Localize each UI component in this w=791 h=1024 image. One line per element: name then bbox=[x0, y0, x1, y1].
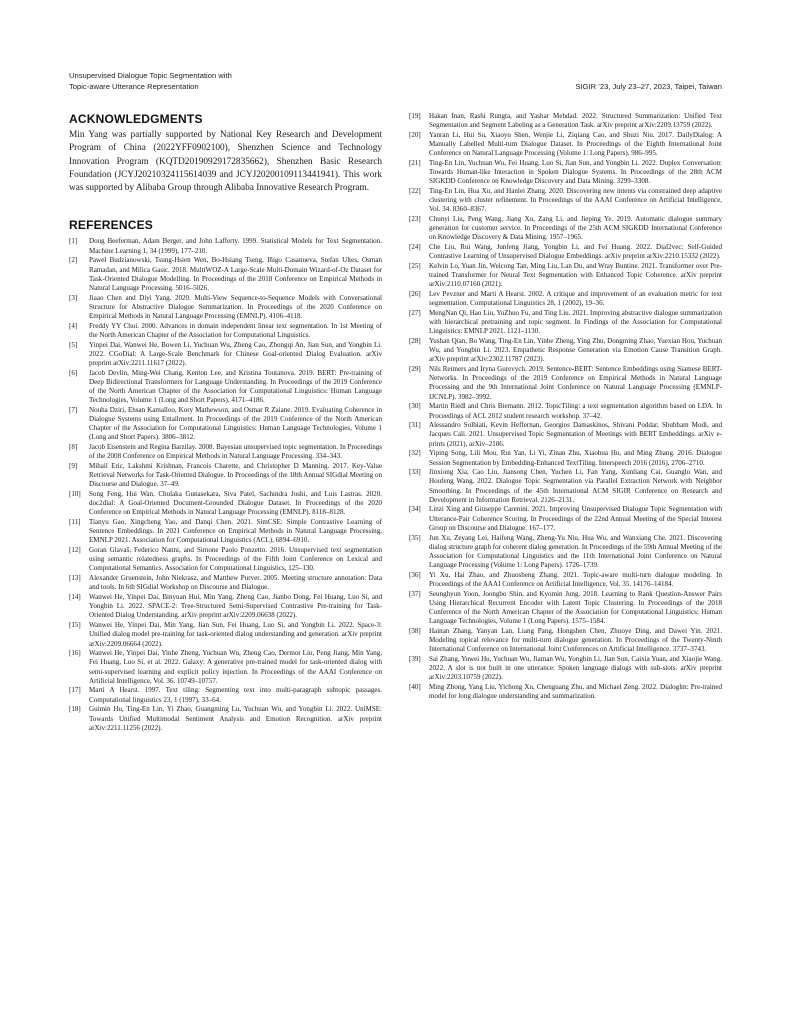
reference-number: [6] bbox=[69, 368, 78, 377]
reference-text: Hainan Zhang, Yanyan Lan, Liang Pang, Hongshen Chen, Zhuoye Ding, and Dawei Yin. 2021. Modeling topical relevance for multi-turn dialogue generation. In Proceedings of the Twenty-Ninth International Conference on International Joint Conferences on Artificial Intelligence. 3737–3743. bbox=[429, 626, 722, 654]
references-heading: REFERENCES bbox=[69, 218, 154, 233]
reference-number: [32] bbox=[409, 449, 421, 458]
reference-text: Kelvin Lo, Yuan Jin, Weicong Tan, Ming Liu, Lan Du, and Wray Buntine. 2021. Transformer over Pre-trained Transformer for Neural Text Segmentation with Enhanced Topic Coherence. arXiv preprint arXiv:2110.07160 (2021). bbox=[429, 262, 722, 289]
reference-text: Doug Beeferman, Adam Berger, and John Lafferty. 1999. Statistical Models for Text Segmentation. Machine Learning 1, 34 (1999), 177–210. bbox=[89, 237, 382, 255]
reference-text: Linzi Xing and Giuseppe Carenini. 2021. Improving Unsupervised Dialogue Topic Segmentation with Utterance-Pair Coherence Scoring. In Proceedings of the 22nd Annual Meeting of the Special Interest Group on Discourse and Dialogue. 167–177. bbox=[429, 505, 722, 532]
right-column bbox=[409, 112, 722, 702]
reference-item bbox=[409, 683, 722, 701]
reference-number: [29] bbox=[409, 365, 421, 374]
reference-number: [18] bbox=[69, 705, 81, 714]
reference-item bbox=[69, 686, 382, 704]
reference-number: [16] bbox=[69, 649, 81, 658]
reference-item bbox=[409, 112, 722, 130]
reference-number: [40] bbox=[409, 683, 421, 691]
reference-item bbox=[409, 215, 722, 242]
reference-number: [23] bbox=[409, 215, 421, 224]
reference-text: Ming Zhong, Yang Liu, Yichong Xu, Chenguang Zhu, and Michael Zeng. 2022. Dialoglm: Pre-trained model for long dialogue understanding and summarization. bbox=[429, 683, 722, 701]
reference-text: Ting-En Lin, Hua Xu, and Hanlei Zhang. 2020. Discovering new intents via constrained deep adaptive clustering with cluster refinement. In Proceedings of the AAAI Conference on Artificial Intelligence, Vol. 34. 8360–8367. bbox=[429, 187, 722, 214]
reference-item bbox=[409, 187, 722, 214]
reference-item bbox=[69, 341, 382, 368]
reference-text: Hakan Inan, Rashi Rungta, and Yashar Mehdad. 2022. Structured Summarization: Unified Text Segmentation and Segment Labeling as a Generation Task. arXiv preprint arXiv:2209.13759 (2022). bbox=[429, 112, 722, 130]
reference-list-left bbox=[69, 237, 382, 732]
reference-number: [19] bbox=[409, 112, 421, 120]
reference-number: [21] bbox=[409, 158, 421, 167]
reference-number: [24] bbox=[409, 243, 421, 252]
reference-number: [31] bbox=[409, 421, 421, 430]
reference-number: [34] bbox=[409, 505, 421, 514]
reference-number: [20] bbox=[409, 130, 421, 139]
reference-number: [36] bbox=[409, 570, 421, 579]
reference-item bbox=[409, 159, 722, 186]
reference-text: Ting-En Lin, Yuchuan Wu, Fei Huang, Luo Si, Jian Sun, and Yongbin Li. 2022. Duplex Conversation: Towards Human-like Interaction in Spoken Dialogue Systems. In Proceedings of the 28th ACM SIGKDD Conference on Knowledge Discovery and Data Mining. 3299–3308. bbox=[429, 158, 722, 186]
reference-item bbox=[409, 243, 722, 261]
reference-item bbox=[69, 490, 382, 517]
reference-number: [14] bbox=[69, 593, 81, 602]
reference-item bbox=[409, 627, 722, 654]
reference-text: Paweł Budzianowski, Tsung-Hsien Wen, Bo-Hsiang Tseng, Iñigo Casanueva, Stefan Ultes, Osman Ramadan, and Milica Gasic. 2018. MultiWOZ-A Large-Scale Multi-Domain Wizard-of-Oz Dataset for Task-Oriented Dialogue Modelling. In Proceedings of the 2018 Conference on Empirical Methods in Natural Language Processing. 5016–5026. bbox=[89, 256, 382, 292]
reference-text: Wanwei He, Yinpei Dai, Binyuan Hui, Min Yang, Zheng Cao, Jianbo Dong, Fei Huang, Luo Si, and Yongbin Li. 2022. SPACE-2: Tree-Structured Semi-Supervised Contrastive Pre-training for Task-Oriented Dialog Understanding. arXiv preprint arXiv:2209.06638 (2022). bbox=[89, 593, 382, 620]
reference-text: MengNan Qi, Hao Liu, YuZhuo Fu, and Ting Liu. 2021. Improving abstractive dialogue summarization with hierarchical pretraining and topic segment. In Findings of the Association for Computational Linguistics: EMNLP 2021. 1121–1130. bbox=[429, 309, 722, 336]
reference-number: [9] bbox=[69, 461, 78, 470]
reference-item bbox=[409, 131, 722, 158]
reference-item bbox=[69, 462, 382, 489]
reference-item bbox=[69, 322, 382, 340]
reference-number: [7] bbox=[69, 405, 78, 414]
reference-number: [4] bbox=[69, 321, 78, 330]
reference-item bbox=[409, 505, 722, 532]
reference-item bbox=[69, 649, 382, 686]
reference-item bbox=[69, 406, 382, 443]
reference-text: Lev Pevzner and Marti A Hearst. 2002. A critique and improvement of an evaluation metric for text segmentation. Computational Linguistics 28, 1 (2002), 19–36. bbox=[429, 290, 722, 308]
running-head-title-line2: Topic-aware Utterance Representation bbox=[69, 82, 199, 91]
reference-item bbox=[69, 518, 382, 545]
reference-text: Sai Zhang, Yuwei Hu, Yuchuan Wu, Jiaman Wu, Yongbin Li, Jian Sun, Caixia Yuan, and Xiaojie Wang. 2022. A slot is not built in one utterance: Spoken language dialogs with sub-slots. arXiv preprint arXiv:2203.10759 (2022). bbox=[429, 654, 722, 682]
reference-number: [30] bbox=[409, 402, 421, 411]
reference-item bbox=[69, 256, 382, 293]
reference-item bbox=[409, 421, 722, 448]
reference-number: [17] bbox=[69, 686, 81, 695]
reference-text: Jacob Devlin, Ming-Wei Chang, Kenton Lee, and Kristina Toutanova. 2019. BERT: Pre-training of Deep Bidirectional Transformers for Language Understanding. In Proceedings of the 2019 Conference of the North American Chapter of the Association for Computational Linguistics: Human Language Technologies, Volume 1 (Long and Short Papers). 4171–4186. bbox=[89, 368, 382, 405]
acknowledgments-heading: ACKNOWLEDGMENTS bbox=[69, 112, 203, 126]
reference-text: Alessandro Solbiati, Kevin Heffernan, Georgios Damaskinos, Shivani Poddar, Shubham Modi, and Jacques Cali. 2021. Unsupervised Topic Segmentation of Meetings with BERT Embeddings. arXiv e-prints (2021), arXiv–2106. bbox=[429, 421, 722, 448]
reference-number: [26] bbox=[409, 290, 421, 299]
reference-text: Song Feng, Hui Wan, Chulaka Gunasekara, Siva Patel, Sachindra Joshi, and Luis Lastras. 2020. doc2dial: A Goal-Oriented Document-Grounded Dialogue Dataset. In Proceedings of the 2020 Conference on Empirical Methods in Natural Language Processing (EMNLP). 8118–8128. bbox=[89, 490, 382, 517]
reference-text: Che Liu, Rui Wang, Junfeng Jiang, Yongbin Li, and Fei Huang. 2022. Dial2vec: Self-Guided Contrastive Learning of Unsupervised Dialogue Embeddings. arXiv preprint arXiv:2210.15332 (2022). bbox=[429, 243, 722, 261]
reference-list-right bbox=[409, 112, 722, 701]
reference-number: [38] bbox=[409, 626, 421, 635]
reference-text: Jiaao Chen and Diyi Yang. 2020. Multi-View Sequence-to-Sequence Models with Conversational Structure for Abstractive Dialogue Summarization. In Proceedings of the 2020 Conference on Empirical Methods in Natural Language Processing (EMNLP). 4106–4118. bbox=[89, 293, 382, 320]
reference-number: [28] bbox=[409, 337, 421, 346]
reference-number: [35] bbox=[409, 533, 421, 542]
reference-text: Guimin Hu, Ting-En Lin, Yi Zhao, Guangming Lu, Yuchuan Wu, and Yongbin Li. 2022. UniMSE: Towards Unified Multimodal Sentiment Analysis and Emotion Recognition. arXiv preprint arXiv:2211.11256 (2022). bbox=[89, 705, 382, 732]
reference-item bbox=[69, 705, 382, 732]
reference-number: [12] bbox=[69, 546, 81, 555]
running-head-venue: SIGIR ’23, July 23–27, 2023, Taipei, Taiwan bbox=[575, 82, 722, 91]
reference-text: Alexander Gruenstein, John Niekrasz, and Matthew Purver. 2005. Meeting structure annotation: Data and tools. In 6th SIGdial Workshop on Discourse and Dialogue. bbox=[89, 574, 382, 592]
reference-number: [13] bbox=[69, 574, 81, 583]
left-column bbox=[69, 112, 382, 733]
reference-item bbox=[409, 534, 722, 571]
reference-item bbox=[409, 337, 722, 364]
running-head-title-line1: Unsupervised Dialogue Topic Segmentation with bbox=[69, 71, 232, 80]
reference-text: Jacob Eisenstein and Regina Barzilay. 2008. Bayesian unsupervised topic segmentation. In Proceedings of the 2008 Conference on Empirical Methods in Natural Language Processing. 334–343. bbox=[89, 443, 382, 461]
reference-text: Jinxiong Xia, Cao Liu, Jiansong Chen, Yuchen Li, Fan Yang, Xunliang Cai, Guanglu Wan, and Houfeng Wang. 2022. Dialogue Topic Segmentation via Parallel Extraction Network with Neighbor Smoothing. In Proceedings of the 45th International ACM SIGIR Conference on Research and Development in Information Retrieval. 2126–2131. bbox=[429, 468, 722, 504]
reference-text: Marti A Hearst. 1997. Text tiling: Segmenting text into multi-paragraph subtopic passages. Computational linguistics 23, 1 (1997), 33–64. bbox=[89, 686, 382, 704]
reference-item bbox=[409, 309, 722, 336]
reference-text: Yiping Song, Lili Mou, Rui Yan, Li Yi, Zinan Zhu, Xiaohua Hu, and Ming Zhang. 2016. Dialogue Session Segmentation by Embedding-Enhanced TextTiling. Interspeech 2016 (2016), 2706–2710. bbox=[429, 449, 722, 467]
reference-text: Mihail Eric, Lakshmi Krishnan, Francois Charette, and Christopher D Manning. 2017. Key-Value Retrieval Networks for Task-Oriented Dialogue. In Proceedings of the 18th Annual SIGdial Meeting on Discourse and Dialogue. 37–49. bbox=[89, 461, 382, 489]
reference-number: [2] bbox=[69, 256, 78, 265]
reference-item bbox=[69, 237, 382, 255]
reference-number: [8] bbox=[69, 443, 78, 452]
reference-item bbox=[69, 574, 382, 592]
reference-text: Seunghyun Yoon, Joongbo Shin, and Kyomin Jung. 2018. Learning to Rank Question-Answer Pairs Using Hierarchical Recurrent Encoder with Latent Topic Clustering. In Proceedings of the 2018 Conference of the North American Chapter of the Association for Computational Linguistics: Human Language Technologies, Volume 1 (Long Papers). 1575–1584. bbox=[429, 589, 722, 626]
reference-item bbox=[409, 290, 722, 308]
reference-number: [27] bbox=[409, 309, 421, 318]
reference-text: Chunyi Liu, Peng Wang, Jiang Xu, Zang Li, and Jieping Ye. 2019. Automatic dialogue summary generation for customer service. In Proceedings of the 25th ACM SIGKDD International Conference on Knowledge Discovery & Data Mining. 1957–1965. bbox=[429, 215, 722, 242]
reference-text: Jun Xu, Zeyang Lei, Haifeng Wang, Zheng-Yu Niu, Hua Wu, and Wanxiang Che. 2021. Discovering dialog structure graph for coherent dialog generation. In Proceedings of the 59th Annual Meeting of the Association for Computational Linguistics and the 11th International Joint Conference on Natural Language Processing (Volume 1: Long Papers). 1726–1739. bbox=[429, 533, 722, 569]
reference-item bbox=[69, 294, 382, 321]
reference-text: Yi Xu, Hai Zhao, and Zhuosheng Zhang. 2021. Topic-aware multi-turn dialogue modeling. In Proceedings of the AAAI Conference on Artificial Intelligence, Vol. 35. 14176–14184. bbox=[429, 570, 722, 588]
reference-number: [10] bbox=[69, 490, 81, 499]
reference-item bbox=[409, 449, 722, 467]
reference-text: Nouha Dziri, Ehsan Kamalloo, Kory Mathewson, and Osmar R Zaiane. 2019. Evaluating Coherence in Dialogue Systems using Entailment. In Proceedings of the 2019 Conference of the North American Chapter of the Association for Computational Linguistics: Human Language Technologies, Volume 1 (Long and Short Papers). 3806–3812. bbox=[89, 405, 382, 442]
reference-item bbox=[69, 546, 382, 573]
reference-number: [25] bbox=[409, 262, 421, 271]
reference-item bbox=[69, 593, 382, 620]
running-head-title bbox=[69, 70, 369, 92]
reference-number: [15] bbox=[69, 621, 81, 630]
reference-text: Martin Riedl and Chris Biemann. 2012. TopicTiling: a text segmentation algorithm based on LDA. In Proceedings of ACL 2012 student research workshop. 37–42. bbox=[429, 402, 722, 420]
reference-item bbox=[409, 655, 722, 682]
reference-text: Yanran Li, Hui Su, Xiaoyu Shen, Wenjie Li, Ziqiang Cao, and Shuzi Niu. 2017. DailyDialog: A Manually Labelled Multi-turn Dialogue Dataset. In Proceedings of the Eighth International Joint Conference on Natural Language Processing (Volume 1: Long Papers). 986–995. bbox=[429, 130, 722, 158]
reference-item bbox=[69, 621, 382, 648]
reference-text: Freddy YY Choi. 2000. Advances in domain independent linear text segmentation. In 1st Meeting of the North American Chapter of the Association for Computational Linguistics. bbox=[89, 321, 382, 339]
acknowledgments-text: Min Yang was partially supported by National Key Research and Development Program of China (2022YFF0902100), Shenzhen Science and Technology Innovation Program (KQTD20190929172835662), Shenzhen Basic Research Foundation (JCYJ20210324115614039 and JCYJ20200109113441941). This work was supported by Alibaba Group through Alibaba Innovative Research Program. bbox=[69, 130, 382, 194]
reference-item bbox=[409, 468, 722, 505]
reference-number: [39] bbox=[409, 654, 421, 663]
reference-text: Tianyu Gao, Xingcheng Yao, and Danqi Chen. 2021. SimCSE: Simple Contrastive Learning of Sentence Embeddings. In 2021 Conference on Empirical Methods in Natural Language Processing, EMNLP 2021. Association for Computational Linguistics (ACL), 6894–6910. bbox=[89, 518, 382, 545]
reference-item bbox=[409, 571, 722, 589]
reference-number: [1] bbox=[69, 237, 78, 246]
reference-text: Wanwei He, Yinpei Dai, Yinhe Zheng, Yuchuan Wu, Zheng Cao, Dermot Liu, Peng Jiang, Min Yang, Fei Huang, Luo Si, et al. 2022. Galaxy: A generative pre-trained model for task-oriented dialog with semi-supervised learning and explicit policy injection. In Proceedings of the AAAI Conference on Artificial Intelligence, Vol. 36. 10749–10757. bbox=[89, 649, 382, 685]
reference-item bbox=[409, 365, 722, 402]
reference-number: [37] bbox=[409, 589, 421, 598]
reference-item bbox=[409, 402, 722, 420]
reference-number: [22] bbox=[409, 187, 421, 196]
reference-number: [3] bbox=[69, 293, 78, 302]
reference-item bbox=[69, 369, 382, 406]
reference-item bbox=[409, 590, 722, 627]
reference-number: [11] bbox=[69, 518, 81, 527]
reference-item bbox=[409, 262, 722, 289]
reference-text: Goran Glavaš, Federico Nanni, and Simone Paolo Ponzetto. 2016. Unsupervised text segmentation using semantic relatedness graphs. In Proceedings of the Fifth Joint Conference on Lexical and Computational Semantics. Association for Computational Linguistics, 125–130. bbox=[89, 546, 382, 573]
reference-item bbox=[69, 443, 382, 461]
reference-number: [33] bbox=[409, 468, 421, 477]
reference-text: Yushan Qian, Bo Wang, Ting-En Lin, Yinhe Zheng, Ying Zhu, Dongming Zhao, Yuexian Hou, Yuchuan Wu, and Yongbin Li. 2023. Empathetic Response Generation via Emotion Cause Transition Graph. arXiv preprint arXiv:2302.11787 (2023). bbox=[429, 337, 722, 364]
reference-text: Yinpei Dai, Wanwei He, Bowen Li, Yuchuan Wu, Zheng Cao, Zhongqi An, Jian Sun, and Yongbin Li. 2022. CGoDial: A Large-Scale Benchmark for Chinese Goal-oriented Dialog Evaluation. arXiv preprint arXiv:2211.11617 (2022). bbox=[89, 340, 382, 367]
reference-number: [5] bbox=[69, 340, 78, 349]
reference-text: Wanwei He, Yinpei Dai, Min Yang, Jian Sun, Fei Huang, Luo Si, and Yongbin Li. 2022. Space-3: Unified dialog model pre-training for task-oriented dialog understanding and generation. arXiv preprint arXiv:2209.06664 (2022). bbox=[89, 621, 382, 648]
reference-text: Nils Reimers and Iryna Gurevych. 2019. Sentence-BERT: Sentence Embeddings using Siamese BERT-Networks. In Proceedings of the 2019 Conference on Empirical Methods in Natural Language Processing and the 9th International Joint Conference on Natural Language Processing (EMNLP-IJCNLP). 3982–3992. bbox=[429, 365, 722, 401]
